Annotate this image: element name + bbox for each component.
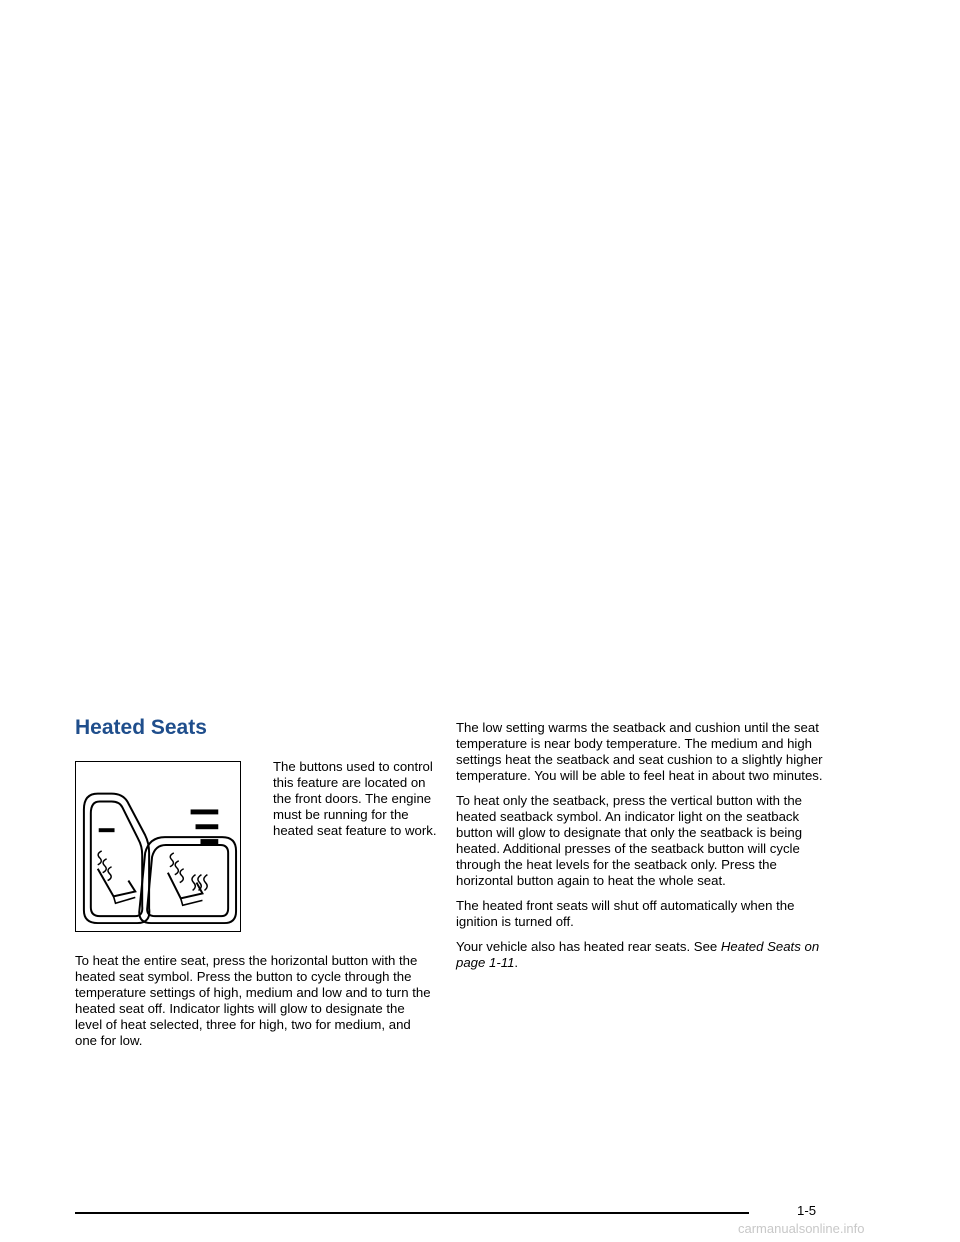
rear-seats-paragraph <box>456 939 831 971</box>
low-setting-paragraph: The low setting warms the seatback and cushion until the seat temperature is near body temperature. The medium and high settings heat the seatback and seat cushion to a slightly higher temperature. You will be able to feel heat in about two minutes. <box>456 720 823 783</box>
section-title: Heated Seats <box>75 716 207 739</box>
shutoff-paragraph: The heated front seats will shut off automatically when the ignition is turned off. <box>456 898 795 929</box>
rear-seats-period: . <box>514 955 519 970</box>
page-number: 1-5 <box>797 1203 817 1218</box>
intro-text: The buttons used to control this feature are located on the front doors. The engine must be running for the heated seat feature to work. <box>273 759 437 838</box>
right-column <box>456 720 831 980</box>
watermark: carmanualsonline.info <box>738 1221 865 1236</box>
entire-seat-paragraph: To heat the entire seat, press the horizontal button with the heated seat symbol. Press the button to cycle through the temperature settings of high, medium and low and to turn the heated seat off. Indicator lights will glow to designate the level of heat selected, three for high, two for medium, and one for low. <box>75 953 431 1048</box>
seatback-paragraph: To heat only the seatback, press the vertical button with the heated seatback symbol. An indicator light on the seatback button will glow to designate that only the seatback is being heated. Additional presses of the seatback button will cycle through the heat levels for the seatback only. Press the horizontal button again to heat the whole seat. <box>456 793 803 888</box>
footer-rule <box>75 1212 749 1214</box>
heated-seat-buttons-icon <box>75 761 241 932</box>
rear-seats-text: Your vehicle also has heated rear seats. See <box>456 939 721 954</box>
heated-seats-reference-link[interactable]: Heated Seats on page 1-11 <box>456 939 820 970</box>
